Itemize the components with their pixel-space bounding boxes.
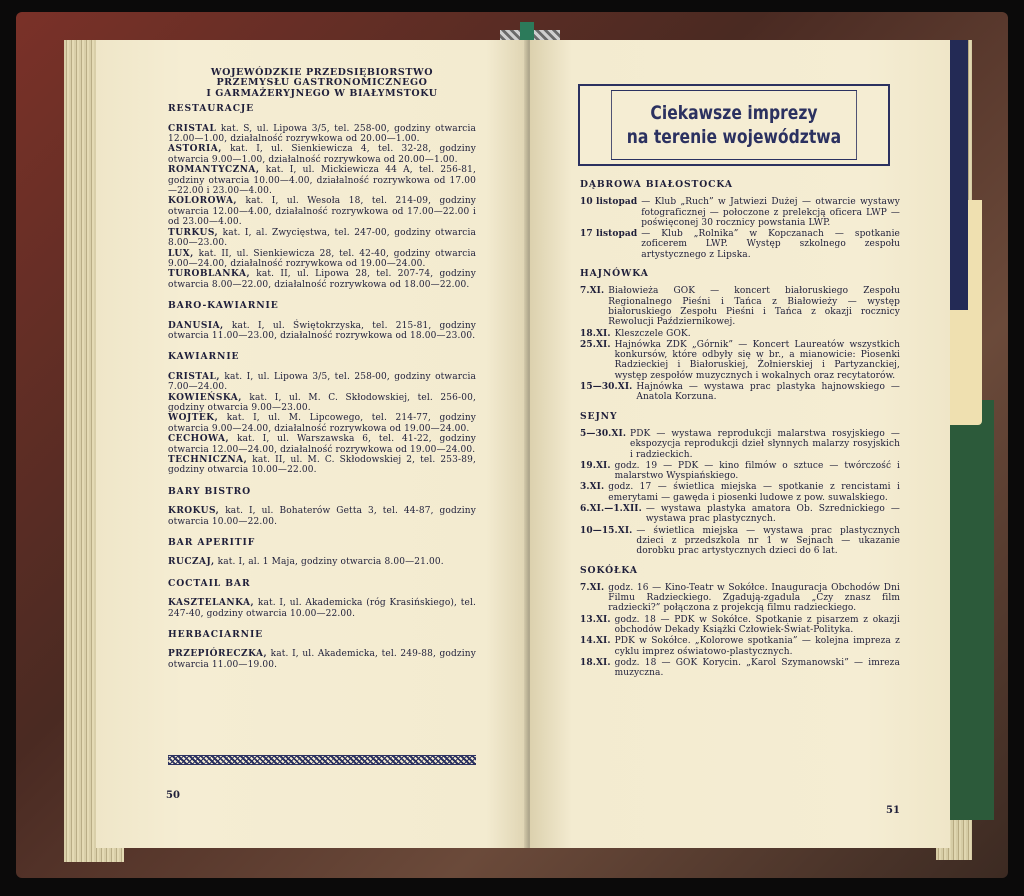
venue-entry bbox=[168, 649, 476, 670]
event-description: Hajnówka ZDK „Górnik” — Koncert Laureatów wszystkich konkursów, które odbyły się w br., a mianowicie: Piosenki Radzieckiej i Białoruskiej, Żołnierskiej i Partyzanckiej, występ zespołów muzycznych i wokalnych oraz recytatorów. bbox=[614, 339, 900, 381]
venue-section bbox=[168, 538, 476, 568]
event-entry bbox=[580, 636, 900, 657]
decorative-divider bbox=[168, 755, 476, 765]
event-description: godz. 17 — świetlica miejska — spotkanie z rencistami i emerytami — gawęda i piosenki ludowe z pow. suwalskiego. bbox=[608, 482, 900, 503]
section-title: BAR APERITIF bbox=[168, 537, 256, 549]
venue-name: TECHNICZNA, bbox=[168, 455, 248, 465]
events-title-box bbox=[578, 84, 890, 166]
venue-entry bbox=[168, 321, 476, 342]
event-date: 25.XI. bbox=[580, 339, 611, 350]
venue-entry bbox=[168, 165, 476, 196]
venue-name: PRZEPIÓRECZKA, bbox=[168, 649, 268, 660]
event-date: 10—15.XI. bbox=[580, 525, 633, 536]
event-description: — Klub „Ruch” w Jatwiezi Dużej — otwarcie wystawy fotograficznej — połoczone z prelekcją oficera LWP — poświęconej 30 rocznicy powstania LWP. bbox=[641, 197, 900, 228]
event-section bbox=[580, 180, 900, 260]
venue-name: CRISTAL bbox=[168, 123, 217, 134]
section-title: SOKÓŁKA bbox=[580, 564, 638, 576]
venue-entry bbox=[168, 557, 476, 567]
header-line: I GARMAŻERYJNEGO W BIAŁYMSTOKU bbox=[206, 87, 438, 99]
header-line: WOJEWÓDZKIE PRZEDSIĘBIORSTWO bbox=[210, 67, 434, 78]
event-section bbox=[580, 566, 900, 679]
venue-details: kat. II, ul. M. C. Skłodowskiej 2, tel. 253-89, godziny otwarcia 10.00—22.00. bbox=[168, 455, 477, 476]
venue-details: kat. I, al. Zwycięstwa, tel. 247-00, godziny otwarcia 8.00—23.00. bbox=[168, 227, 477, 249]
venue-name: KOLOROWA, bbox=[168, 196, 238, 207]
venue-details: kat. I, ul. M. Lipcowego, tel. 214-77, godziny otwarcia 9.00—24.00, działalność rozrywkowa od 19.00—24.00. bbox=[168, 413, 476, 434]
venue-details: kat. II, ul. Sienkiewicza 28, tel. 42-40, godziny otwarcia 9.00—24.00, działalność rozrywkowa od 19.00—24.00. bbox=[168, 248, 476, 269]
venue-name: WOJTEK, bbox=[168, 413, 219, 424]
event-entry bbox=[580, 382, 900, 403]
right-page bbox=[530, 40, 950, 848]
event-entry bbox=[580, 658, 900, 679]
event-entry bbox=[580, 504, 900, 525]
section-title: HERBACIARNIE bbox=[168, 629, 264, 641]
left-page bbox=[96, 40, 530, 848]
event-date: 6.XI.—1.XII. bbox=[580, 504, 642, 515]
event-description: godz. 19 — PDK — kino filmów o sztuce — twórczość i malarstwo Wyspiańskiego. bbox=[614, 460, 900, 482]
venue-name: CECHOWA, bbox=[168, 434, 230, 445]
venue-entry bbox=[168, 413, 476, 434]
venue-name: LUX, bbox=[168, 248, 194, 259]
event-date: 5—30.XI. bbox=[580, 428, 627, 439]
event-description: godz. 18 — PDK w Sokółce. Spotkanie z pisarzem z okazji obchodów Dekady Książki Człowiek-Świat-Polityka. bbox=[614, 614, 900, 635]
green-page-marker bbox=[948, 400, 994, 820]
event-description: Kleszczele GOK. bbox=[614, 328, 691, 339]
venue-entry bbox=[168, 372, 476, 393]
event-entry bbox=[580, 583, 900, 614]
venue-details: kat. I, ul. Bohaterów Getta 3, tel. 44-87, godziny otwarcia 10.00—22.00. bbox=[168, 506, 476, 527]
header-line: PRZEMYSŁU GASTRONOMICZNEGO bbox=[216, 77, 428, 89]
event-date: 17 listopad bbox=[580, 229, 638, 240]
venue-section bbox=[168, 579, 476, 619]
event-entry bbox=[580, 229, 900, 260]
event-description: PDK — wystawa reprodukcji malarstwa rosyjskiego — ekspozycja reprodukcji dzieł słynnych malarzy rosyjskich i radzieckich. bbox=[630, 428, 900, 460]
event-entry bbox=[580, 526, 900, 557]
venue-entry bbox=[168, 144, 476, 165]
event-date: 3.XI. bbox=[580, 482, 605, 493]
event-description: — świetlica miejska — wystawa prac plastycznych dzieci z przedszkola nr 1 w Sejnach — ukazanie dorobku prac artystycznych dzieci do 6 lat. bbox=[636, 525, 900, 557]
section-title: COCTAIL BAR bbox=[168, 577, 251, 589]
events-title-line: Ciekawsze imprezy bbox=[650, 102, 818, 124]
section-title: HAJNÓWKA bbox=[580, 268, 649, 280]
event-date: 7.XI. bbox=[580, 286, 605, 297]
event-description: — Klub „Rolnika” w Kopczanach — spotkanie zoficerem LWP. Występ szkolnego zespołu artystycznego z Lipska. bbox=[641, 229, 900, 260]
venue-details: kat. I, ul. Mickiewicza 44 A, tel. 256-81, godziny otwarcia 10.00—4.00, działalność rozrywkowa od 17.00—22.00 i 23.00—4.00. bbox=[168, 165, 477, 197]
venue-section bbox=[168, 301, 476, 341]
venue-details: kat. II, ul. Lipowa 28, tel. 207-74, godziny otwarcia 8.00—22.00, działalność rozrywkowa od 18.00—22.00. bbox=[168, 269, 476, 290]
event-date: 18.XI. bbox=[580, 657, 611, 668]
event-entry bbox=[580, 461, 900, 482]
section-title: BARY BISTRO bbox=[168, 485, 252, 497]
event-date: 15—30.XI. bbox=[580, 382, 633, 393]
event-section bbox=[580, 412, 900, 557]
event-date: 10 listopad bbox=[580, 197, 638, 208]
venue-section bbox=[168, 104, 476, 290]
venue-name: KASZTELANKA, bbox=[168, 598, 255, 609]
section-title: DĄBROWA BIAŁOSTOCKA bbox=[580, 179, 733, 190]
event-description: Hajnówka — wystawa prac plastyka hajnowskiego — Anatola Korzuna. bbox=[636, 382, 900, 403]
section-title: RESTAURACJE bbox=[168, 103, 255, 115]
event-section bbox=[580, 269, 900, 403]
page-number-right: 51 bbox=[886, 805, 900, 816]
venue-name: CRISTAL, bbox=[168, 371, 221, 382]
venue-entry bbox=[168, 196, 476, 227]
venue-entry bbox=[168, 506, 476, 527]
event-date: 14.XI. bbox=[580, 636, 611, 647]
venue-details: kat. I, ul. Lipowa 3/5, tel. 258-00, godziny otwarcia 7.00—24.00. bbox=[168, 371, 476, 393]
venue-name: TURKUS, bbox=[168, 227, 219, 238]
event-entry bbox=[580, 615, 900, 636]
venue-entry bbox=[168, 124, 476, 145]
venue-name: TUROBLANKA, bbox=[168, 269, 251, 280]
venue-details: kat. S, ul. Lipowa 3/5, tel. 258-00, godziny otwarcia 12.00—1.00, działalność rozrywkowa od 20.00—1.00. bbox=[168, 123, 477, 145]
venue-entry bbox=[168, 455, 476, 476]
left-page-content bbox=[168, 68, 476, 670]
events-title-frame bbox=[611, 90, 857, 160]
venue-name: DANUSIA, bbox=[168, 320, 224, 331]
event-date: 19.XI. bbox=[580, 460, 611, 471]
event-date: 7.XI. bbox=[580, 582, 605, 593]
venue-section bbox=[168, 352, 476, 475]
event-entry bbox=[580, 329, 900, 339]
event-entry bbox=[580, 482, 900, 503]
section-title: KAWIARNIE bbox=[168, 351, 240, 363]
event-entry bbox=[580, 340, 900, 381]
event-sections bbox=[580, 180, 900, 679]
venue-section bbox=[168, 630, 476, 670]
venue-name: KOWIEŃSKA, bbox=[168, 392, 242, 403]
left-page-header bbox=[168, 68, 476, 99]
event-description: godz. 18 — GOK Korycin. „Karol Szymanowski” — imreza muzyczna. bbox=[614, 657, 900, 679]
section-title: SEJNY bbox=[580, 410, 618, 422]
event-entry bbox=[580, 197, 900, 228]
venue-details: kat. I, ul. Świętokrzyska, tel. 215-81, godziny otwarcia 11.00—23.00, działalność rozrywkowa od 18.00—23.00. bbox=[168, 320, 477, 341]
event-date: 18.XI. bbox=[580, 328, 611, 339]
venue-details: kat. I, ul. M. C. Skłodowskiej, tel. 256-00, godziny otwarcia 9.00—23.00. bbox=[168, 392, 477, 413]
venue-name: KROKUS, bbox=[168, 506, 220, 517]
venue-entry bbox=[168, 249, 476, 270]
bookmark-tab bbox=[520, 22, 534, 42]
venue-name: ASTORIA, bbox=[168, 144, 222, 155]
venue-section bbox=[168, 487, 476, 527]
venue-details: kat. I, ul. Akademicka (róg Krasińskiego), tel. 247-40, godziny otwarcia 10.00—22.00. bbox=[168, 598, 476, 619]
venue-entry bbox=[168, 393, 476, 414]
event-description: — wystawa plastyka amatora Ob. Szrednickiego — wystawa prac plastycznych. bbox=[645, 504, 900, 525]
venue-entry bbox=[168, 434, 476, 455]
event-description: PDK w Sokółce. „Kolorowe spotkania” — kolejna impreza z cyklu imprez oświatowo-plastycznych. bbox=[614, 636, 900, 657]
page-number-left: 50 bbox=[166, 790, 180, 801]
venue-entry bbox=[168, 228, 476, 249]
event-description: godz. 16 — Kino-Teatr w Sokółce. Inauguracja Obchodów Dni Filmu Radzieckiego. Zgadują-zgadula „Czy znasz film radziecki?” połączona z projekcją filmu radzieckiego. bbox=[608, 582, 900, 614]
venue-sections bbox=[168, 104, 476, 670]
event-description: Białowieża GOK — koncert białoruskiego Zespołu Regionalnego Pieśni i Tańca z Białowieży — występ białoruskiego Zespołu Pieśni i Tańca z okazji rocznicy Rewolucji Październikowej. bbox=[608, 286, 900, 328]
event-date: 13.XI. bbox=[580, 614, 611, 625]
section-title: BARO-KAWIARNIE bbox=[168, 300, 279, 312]
events-title-line: na terenie województwa bbox=[626, 126, 842, 148]
event-entry bbox=[580, 286, 900, 327]
venue-details: kat. I, ul. Sienkiewicza 4, tel. 32-28, godziny otwarcia 9.00—1.00, działalność rozrywkowa od 20.00—1.00. bbox=[168, 144, 476, 165]
venue-entry bbox=[168, 269, 476, 290]
event-entry bbox=[580, 429, 900, 460]
venue-name: RUCZAJ, bbox=[168, 557, 215, 568]
venue-details: kat. I, ul. Akademicka, tel. 249-88, godziny otwarcia 11.00—19.00. bbox=[168, 649, 476, 670]
venue-details: kat. I, al. 1 Maja, godziny otwarcia 8.00—21.00. bbox=[217, 557, 444, 568]
venue-entry bbox=[168, 598, 476, 619]
venue-details: kat. I, ul. Warszawska 6, tel. 41-22, godziny otwarcia 12.00—24.00, działalność rozrywkowa od 19.00—24.00. bbox=[168, 434, 476, 455]
venue-details: kat. I, ul. Wesoła 18, tel. 214-09, godziny otwarcia 12.00—4.00, działalność rozrywkowa od 17.00—22.00 i od 23.00—4.00. bbox=[168, 196, 477, 228]
venue-name: ROMANTYCZNA, bbox=[168, 165, 260, 176]
